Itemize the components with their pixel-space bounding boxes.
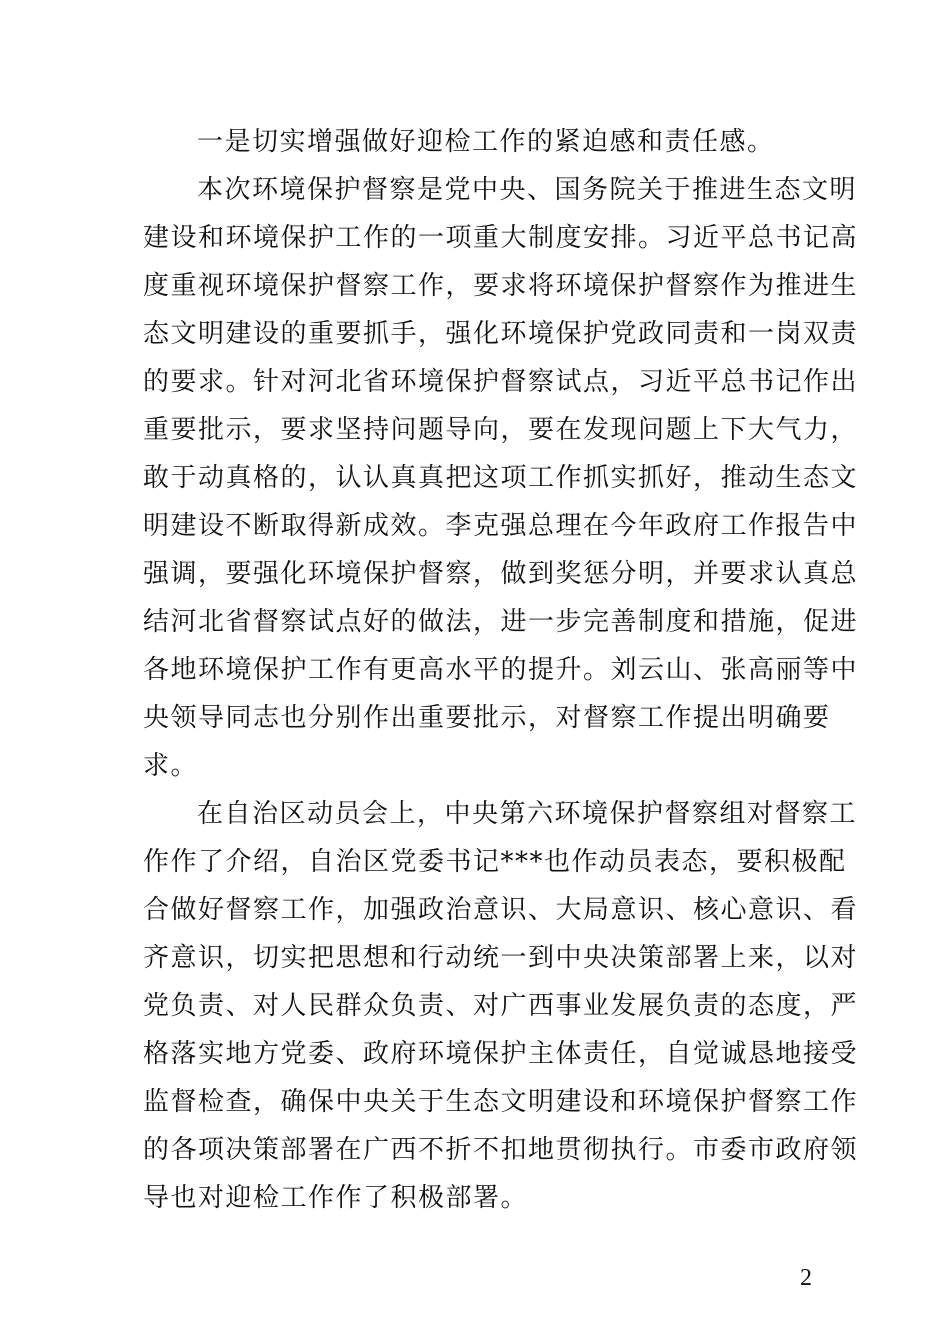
paragraph-1-line-6: 重要批示，要求坚持问题导向，要在发现问题上下大气力， xyxy=(143,415,859,445)
paragraph-1-line-4: 态文明建设的重要抓手，强化环境保护党政同责和一岗双责 xyxy=(143,319,859,349)
paragraph-1-line-11: 各地环境保护工作有更高水平的提升。刘云山、张高丽等中 xyxy=(143,655,859,685)
paragraph-2-line-2: 作作了介绍，自治区党委书记***也作动员表态，要积极配 xyxy=(143,847,847,877)
paragraph-2-line-7: 监督检查，确保中央关于生态文明建设和环境保护督察工作 xyxy=(143,1087,859,1117)
paragraph-2-line-3: 合做好督察工作，加强政治意识、大局意识、核心意识、看 xyxy=(143,895,859,925)
paragraph-1-line-8: 明建设不断取得新成效。李克强总理在今年政府工作报告中 xyxy=(143,511,859,541)
paragraph-2-line-8: 的各项决策部署在广西不折不扣地贯彻执行。市委市政府领 xyxy=(143,1135,859,1165)
paragraph-2-line-9: 导也对迎检工作作了积极部署。 xyxy=(143,1183,529,1213)
paragraph-1-line-12: 央领导同志也分别作出重要批示，对督察工作提出明确要 xyxy=(143,703,831,733)
paragraph-2-line-4: 齐意识，切实把思想和行动统一到中央决策部署上来，以对 xyxy=(143,943,859,973)
paragraph-1-line-7: 敢于动真格的，认认真真把这项工作抓实抓好，推动生态文 xyxy=(143,463,859,493)
paragraph-1-line-10: 结河北省督察试点好的做法，进一步完善制度和措施，促进 xyxy=(143,607,859,637)
paragraph-1-line-3: 度重视环境保护督察工作，要求将环境保护督察作为推进生 xyxy=(143,271,859,301)
paragraph-1-line-2: 建设和环境保护工作的一项重大制度安排。习近平总书记高 xyxy=(143,223,859,253)
paragraph-1-line-9: 强调，要强化环境保护督察，做到奖惩分明，并要求认真总 xyxy=(143,559,859,589)
paragraph-1-line-13: 求。 xyxy=(143,751,199,781)
paragraph-1-line-5: 的要求。针对河北省环境保护督察试点，习近平总书记作出 xyxy=(143,367,859,397)
section-heading: 一是切实增强做好迎检工作的紧迫感和责任感。 xyxy=(197,127,775,157)
paragraph-2-line-6: 格落实地方党委、政府环境保护主体责任，自觉诚恳地接受 xyxy=(143,1039,859,1069)
page-number: 2 xyxy=(800,1265,812,1291)
paragraph-2-line-5: 党负责、对人民群众负责、对广西事业发展负责的态度，严 xyxy=(143,991,859,1021)
paragraph-1-line-1: 本次环境保护督察是党中央、国务院关于推进生态文明 xyxy=(197,175,858,205)
paragraph-2-line-1: 在自治区动员会上，中央第六环境保护督察组对督察工 xyxy=(197,799,858,829)
